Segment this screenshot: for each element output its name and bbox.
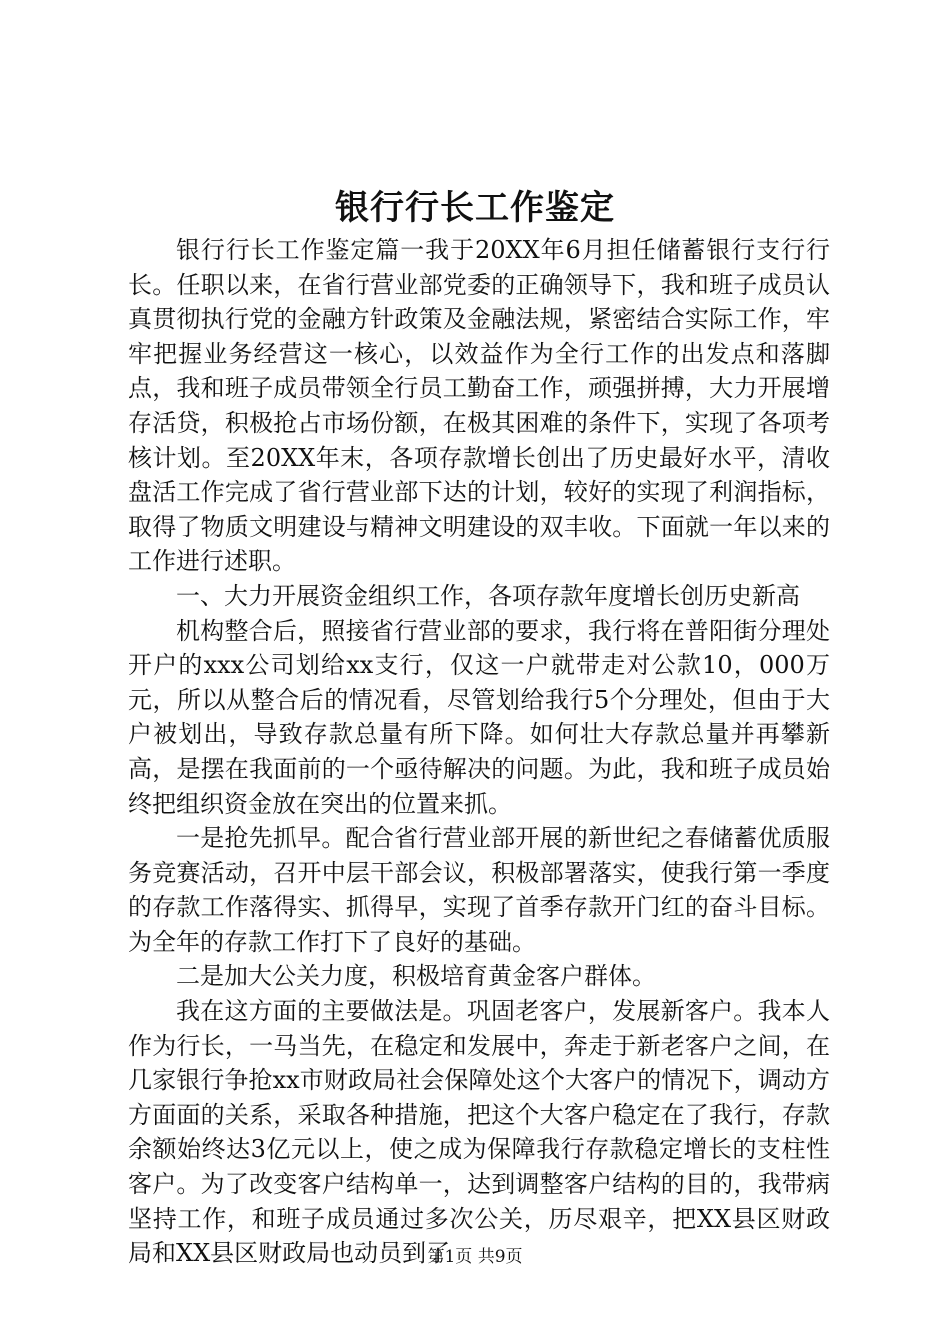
paragraph-intro: 银行行长工作鉴定篇一我于20XX年6月担任储蓄银行支行行长。任职以来，在省行营业部党委的正确领导下，我和班子成员认真贯彻执行党的金融方针政策及金融法规，紧密结合实际工作，牢牢把握业务经营这一核心，以效益作为全行工作的出发点和落脚点，我和班子成员带领全行员工勤奋工作，顽强拼搏，大力开展增存活贷，积极抢占市场份额，在极其困难的条件下，实现了各项考核计划。至20XX年末，各项存款增长创出了历史最好水平，清收盘活工作完成了省行营业部下达的计划，较好的实现了利润指标，取得了物质文明建设与精神文明建设的双丰收。下面就一年以来的工作进行述职。 <box>128 236 830 576</box>
document-body <box>128 233 830 1271</box>
paragraph-point-1: 一是抢先抓早。配合省行营业部开展的新世纪之春储蓄优质服务竞赛活动，召开中层干部会议，积极部署落实，使我行第一季度的存款工作落得实、抓得早，实现了首季存款开门红的奋斗目标。为全年的存款工作打下了良好的基础。 <box>128 824 830 956</box>
page-number-footer: 第1页 共9页 <box>427 1247 523 1267</box>
paragraph-approach: 我在这方面的主要做法是。巩固老客户，发展新客户。我本人作为行长，一马当先，在稳定和发展中，奔走于新老客户之间，在几家银行争抢xx市财政局社会保障处这个大客户的情况下，调动方方面面的关系，采取各种措施，把这个大客户稳定在了我行，存款余额始终达3亿元以上，使之成为保障我行存款稳定增长的支柱性客户。为了改变客户结构单一，达到调整客户结构的目的，我带病坚持工作，和班子成员通过多次公关，历尽艰辛，把XX县区财政局和XX县区财政局也动员到了 <box>128 997 830 1268</box>
paragraph-restructuring: 机构整合后，照接省行营业部的要求，我行将在普阳街分理处开户的xxx公司划给xx支行，仅这一户就带走对公款10，000万元，所以从整合后的情况看，尽管划给我行5个分理处，但由于大户被划出，导致存款总量有所下降。如何壮大存款总量并再攀新高，是摆在我面前的一个亟待解决的问题。为此，我和班子成员始终把组织资金放在突出的位置来抓。 <box>128 616 830 818</box>
section-heading-1: 一、大力开展资金组织工作，各项存款年度增长创历史新高 <box>176 581 800 610</box>
document-title: 银行行长工作鉴定 <box>335 188 615 228</box>
paragraph-point-2: 二是加大公关力度，积极培育黄金客户群体。 <box>176 962 656 991</box>
